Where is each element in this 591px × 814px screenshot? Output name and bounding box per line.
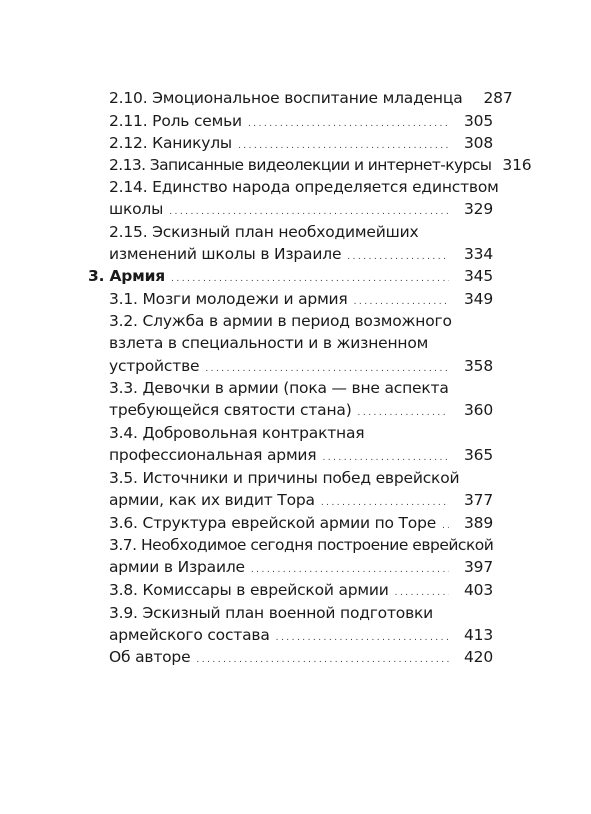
leader-dots <box>169 198 449 223</box>
leader-dots <box>322 444 449 469</box>
toc-page-number: 358 <box>464 356 493 375</box>
toc-page-number: 329 <box>464 200 493 219</box>
leader-dots <box>251 556 449 581</box>
toc-entry-title-cont: требующейся святости стана) <box>109 401 352 420</box>
toc-entry <box>109 110 493 132</box>
toc-entry-title: Об авторе <box>109 648 191 666</box>
toc-entry-title: 3.8. Комиссары в еврейской армии <box>109 581 389 599</box>
toc-page-number: 397 <box>464 558 493 577</box>
toc-page-number: 349 <box>464 290 493 308</box>
leader-dots <box>358 399 449 424</box>
toc-page-number: 287 <box>483 89 513 107</box>
toc-entry-title-cont: армейского состава <box>109 626 270 645</box>
leader-dots <box>171 265 449 290</box>
toc-entry-title: 2.13. Записанные видеолекции и интернет-курсы <box>109 156 492 174</box>
toc-entry <box>109 221 493 266</box>
toc-entry-title: 3.5. Источники и причины побед еврейской <box>109 469 460 487</box>
toc-page-number: 308 <box>464 134 493 152</box>
toc-page-number: 377 <box>464 491 493 510</box>
toc-page-number: 360 <box>464 401 493 420</box>
toc-entry-title: 3.9. Эскизный план военной подготовки <box>109 604 434 622</box>
toc-entry <box>109 602 493 647</box>
toc-page-number: 413 <box>464 626 493 645</box>
toc-page-number: 334 <box>464 245 493 264</box>
toc-page-number: 365 <box>464 446 493 465</box>
toc-entry <box>109 310 493 377</box>
toc-entry <box>109 288 493 310</box>
toc-entry-title: 3.4. Добровольная контрактная <box>109 424 365 442</box>
toc-entry-title: 2.10. Эмоциональное воспитание младенца <box>109 89 463 107</box>
toc-page-number: 420 <box>464 648 493 666</box>
leader-dots <box>395 579 449 604</box>
toc-entry-title: 2.14. Единство народа определяется единством <box>109 178 499 196</box>
toc-entry <box>109 176 499 221</box>
toc-chapter-entry <box>88 265 493 287</box>
toc-entry-title: 3.3. Девочки в армии (пока — вне аспекта <box>109 379 449 397</box>
toc-entry-title: 2.12. Каникулы <box>109 134 232 152</box>
toc-entry-title: 3.2. Служба в армии в период возможного <box>109 312 452 330</box>
toc-entry-title-cont: изменений школы в Израиле <box>109 245 342 264</box>
toc-entry-title-cont: армии в Израиле <box>109 558 245 577</box>
toc-entry <box>109 534 493 579</box>
toc-page-number: 403 <box>464 581 493 599</box>
toc-entry <box>109 422 493 467</box>
toc-entry-title-cont: школы <box>109 200 164 219</box>
toc-entry <box>109 87 513 109</box>
toc-page-number: 345 <box>464 267 493 285</box>
toc-entry <box>109 154 532 176</box>
toc-entry-title-cont: профессиональная армия <box>109 446 317 465</box>
toc-entry <box>109 579 493 601</box>
toc-entry <box>109 512 493 534</box>
toc-entry-title: 3.6. Структура еврейской армии по Торе <box>109 514 437 532</box>
toc-entry-title: 3.1. Мозги молодежи и армия <box>109 290 348 308</box>
leader-dots <box>196 646 449 671</box>
toc-entry <box>109 377 493 422</box>
toc-entry-title-cont: взлета в специальности и в жизненном <box>109 334 429 353</box>
toc-chapter-title: 3. Армия <box>88 267 166 285</box>
toc-entry <box>109 646 493 668</box>
toc-entry-title: 2.15. Эскизный план необходимейших <box>109 223 419 241</box>
toc-page-number: 389 <box>464 514 493 532</box>
toc-entry <box>109 132 493 154</box>
toc-page-number: 305 <box>464 112 493 130</box>
toc-entry-title: 2.11. Роль семьи <box>109 112 242 130</box>
toc-entry-title-cont: армии, как их видит Тора <box>109 491 315 510</box>
toc-entry <box>109 467 493 512</box>
toc-page-number: 316 <box>502 156 532 174</box>
toc-entry-title-cont: устройстве <box>109 356 200 375</box>
toc-entry-title: 3.7. Необходимое сегодня построение еврейской <box>109 536 494 554</box>
leader-dots <box>321 489 449 514</box>
